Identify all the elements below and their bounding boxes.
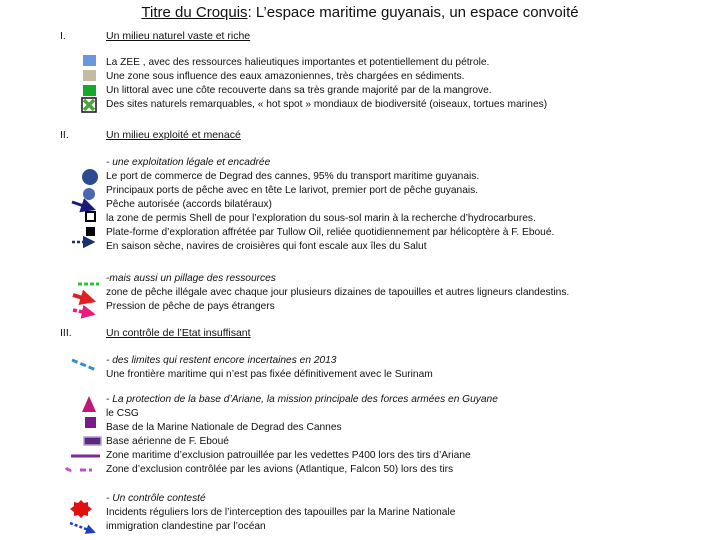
legend-line: le CSG: [106, 408, 139, 419]
page-title: Titre du Croquis: L’espace maritime guyanais, un espace convoité: [141, 4, 579, 21]
biodiversity-hotspot-icon: [82, 98, 96, 112]
legend-line: Un littoral avec une côte recouverte dans sa très grande majorité par de la mangrove.: [106, 85, 492, 96]
legend-line: Zone maritime d’exclusion patrouillée par les vedettes P400 lors des tirs d’Ariane: [106, 450, 471, 461]
section-numeral: III.: [60, 327, 72, 339]
air-exclusion-zone-icon: [66, 468, 92, 470]
clandestine-immigration-arrow-icon: [70, 523, 94, 532]
fishing-port-icon: [83, 188, 95, 200]
maritime-border-icon: [72, 360, 96, 370]
section-numeral: I.: [60, 30, 66, 42]
legend-line: zone de pêche illégale avec chaque jour plusieurs dizaines de tapouilles et autres ligneurs clandestins.: [106, 287, 570, 298]
shell-permit-zone-icon: [86, 212, 95, 221]
legend-line: immigration clandestine par l’océan: [106, 521, 266, 532]
legend-line: la zone de permis Shell de pour l’exploration du sous-sol marin à la recherche d’hydrocarbures.: [106, 213, 536, 224]
exploration-platform-icon: [86, 227, 95, 236]
legend-line: La ZEE , avec des ressources halieutiques importantes et potentiellement du pétrole.: [106, 57, 490, 68]
group-lead: - une exploitation légale et encadrée: [106, 157, 271, 168]
legend-line: Plate-forme d’exploration affrétée par Tullow Oil, reliée quotidiennement par hélicoptère à F. Eboué.: [106, 227, 555, 238]
legend-line: Une frontière maritime qui n’est pas fixée définitivement avec le Surinam: [106, 369, 433, 380]
section-numeral: II.: [60, 129, 69, 141]
section-heading: Un contrôle de l’Etat insuffisant: [106, 327, 251, 339]
group-lead: - Un contrôle contesté: [106, 493, 206, 504]
legend-line: Base de la Marine Nationale de Degrad des Cannes: [106, 422, 342, 433]
air-base-icon: [84, 437, 101, 445]
legend-line: En saison sèche, navires de croisières qui font escale aux îles du Salut: [106, 241, 427, 252]
legend-line: Base aérienne de F. Eboué: [106, 436, 229, 447]
foreign-pressure-arrow-icon: [73, 310, 93, 314]
group-lead: - La protection de la base d’Ariane, la mission principale des forces armées en Guyane: [106, 394, 498, 405]
legend-line: Une zone sous influence des eaux amazoniennes, très chargées en sédiments.: [106, 71, 465, 82]
amazon-waters-swatch: [83, 70, 96, 81]
zee-swatch: [83, 55, 96, 66]
legend-line: Le port de commerce de Degrad des cannes, 95% du transport maritime guyanais.: [106, 171, 480, 182]
interception-incidents-icon: [70, 500, 92, 518]
legend-line: Principaux ports de pêche avec en tête Le larivot, premier port de pêche guyanais.: [106, 185, 479, 196]
illegal-fishing-arrow-icon: [73, 295, 93, 301]
csg-launch-base-icon: [82, 396, 96, 412]
section-heading: Un milieu naturel vaste et riche: [106, 30, 251, 42]
mangrove-littoral-swatch: [83, 85, 96, 96]
naval-base-icon: [85, 417, 96, 428]
group-lead: - des limites qui restent encore incertaines en 2013: [106, 355, 337, 366]
legend-line: Zone d’exclusion contrôlée par les avions (Atlantique, Falcon 50) lors des tirs: [106, 464, 454, 475]
legend-line: Pêche autorisée (accords bilatéraux): [106, 199, 272, 210]
authorized-fishing-arrow-icon: [72, 202, 93, 209]
commercial-port-icon: [82, 169, 98, 185]
legend-line: Pression de pêche de pays étrangers: [106, 301, 275, 312]
group-lead: -mais aussi un pillage des ressources: [106, 273, 276, 284]
section-heading: Un milieu exploité et menacé: [106, 129, 241, 141]
legend-line: Incidents réguliers lors de l’interception des tapouilles par la Marine Nationale: [106, 507, 456, 518]
legend-line: Des sites naturels remarquables, « hot spot » mondiaux de biodiversité (oiseaux, tortues marines): [106, 99, 548, 110]
